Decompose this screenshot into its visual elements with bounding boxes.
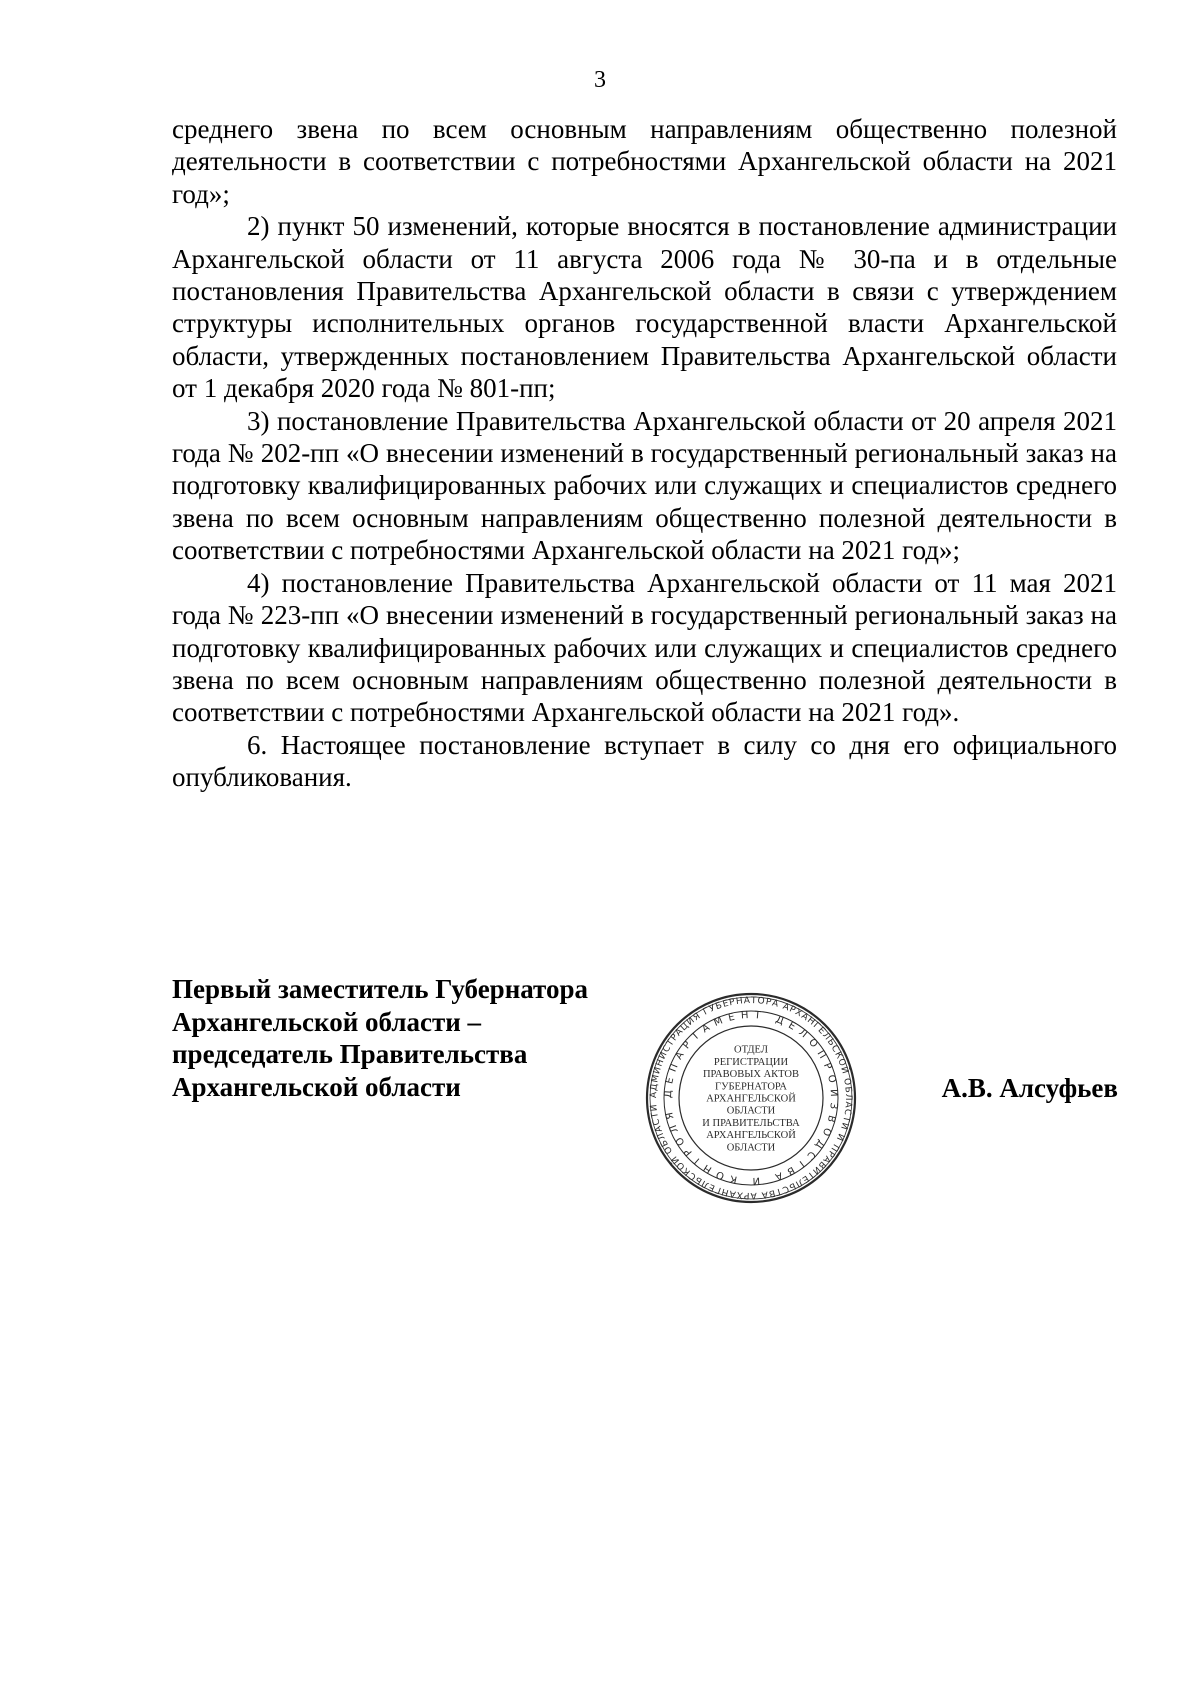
signatory-title-line: Архангельской области [172, 1071, 461, 1102]
official-seal [643, 990, 859, 1206]
seal-center-line: ОБЛАСТИ [726, 1105, 776, 1117]
signatory-title-line: председатель Правительства [172, 1039, 528, 1069]
seal-center-text [702, 1045, 800, 1154]
page-number: 3 [594, 67, 606, 93]
seal-center-line: ГУБЕРНАТОРА [715, 1081, 787, 1093]
paragraph-item-6: 6. Настоящее постановление вступает в силу со дня его официального опубликования. [172, 729, 1117, 793]
seal-center-line: ОБЛАСТИ [726, 1142, 776, 1154]
seal-center-line: ОТДЕЛ [734, 1044, 768, 1056]
seal-center-line: И ПРАВИТЕЛЬСТВА [702, 1117, 800, 1129]
paragraph-item-4: 4) постановление Правительства Архангельской области от 11 мая 2021 года № 223-пп «О внесении изменений в государственный региональный заказ на подготовку квалифицированных рабочих или служащих и специалистов среднего звена по всем основным направлениям общественно полезной деятельности в соответствии с потребностями Архангельской области на 2021 год». [172, 567, 1117, 728]
seal-center-line: АРХАНГЕЛЬСКОЙ [706, 1093, 796, 1105]
signatory-title-line: Первый заместитель Губернатора [172, 974, 588, 1004]
seal-center-line: ПРАВОВЫХ АКТОВ [702, 1069, 800, 1081]
seal-center-line: АРХАНГЕЛЬСКОЙ [706, 1130, 796, 1142]
signatory-name: А.В. Алсуфьев [941, 1073, 1118, 1103]
paragraph-continuation: среднего звена по всем основным направлениям общественно полезной деятельности в соответствии с потребностями Архангельской области на 2021 год»; [172, 114, 1117, 209]
signatory-title-line: Архангельской области – [172, 1006, 482, 1037]
paragraph-item-3: 3) постановление Правительства Архангельской области от 20 апреля 2021 года № 202-пп «О внесении изменений в государственный региональный заказ на подготовку квалифицированных рабочих или служащих и специалистов среднего звена по всем основным направлениям общественно полезной деятельности в соответствии с потребностями Архангельской области на 2021 год»; [172, 405, 1117, 566]
seal-center-line: РЕГИСТРАЦИИ [713, 1056, 789, 1068]
signatory-title [172, 973, 672, 1103]
seal-outer-text: АДМИНИСТРАЦИЯ ГУБЕРНАТОРА АРХАНГЕЛЬСКОЙ ОБЛАСТИ И ПРАВИТЕЛЬСТВА АРХАНГЕЛЬСКОЙ ОБЛАСТИ [648, 995, 854, 1201]
document-body [172, 113, 1117, 794]
paragraph-item-2: 2) пункт 50 изменений, которые вносятся в постановление администрации Архангельской области от 11 августа 2006 года № 30-па и в отдельные постановления Правительства Архангельской области в связи с утверждением структуры исполнительных органов государственной власти Архангельской области, утвержденных постановлением Правительства Архангельской области от 1 декабря 2020 года № 801-пп; [172, 211, 1117, 404]
seal-inner-text: ДЕПАРТАМЕНТ ДЕЛОПРОИЗВОДСТВА И КОНТРОЛЯ [662, 1009, 840, 1187]
seal-icon [643, 990, 859, 1206]
